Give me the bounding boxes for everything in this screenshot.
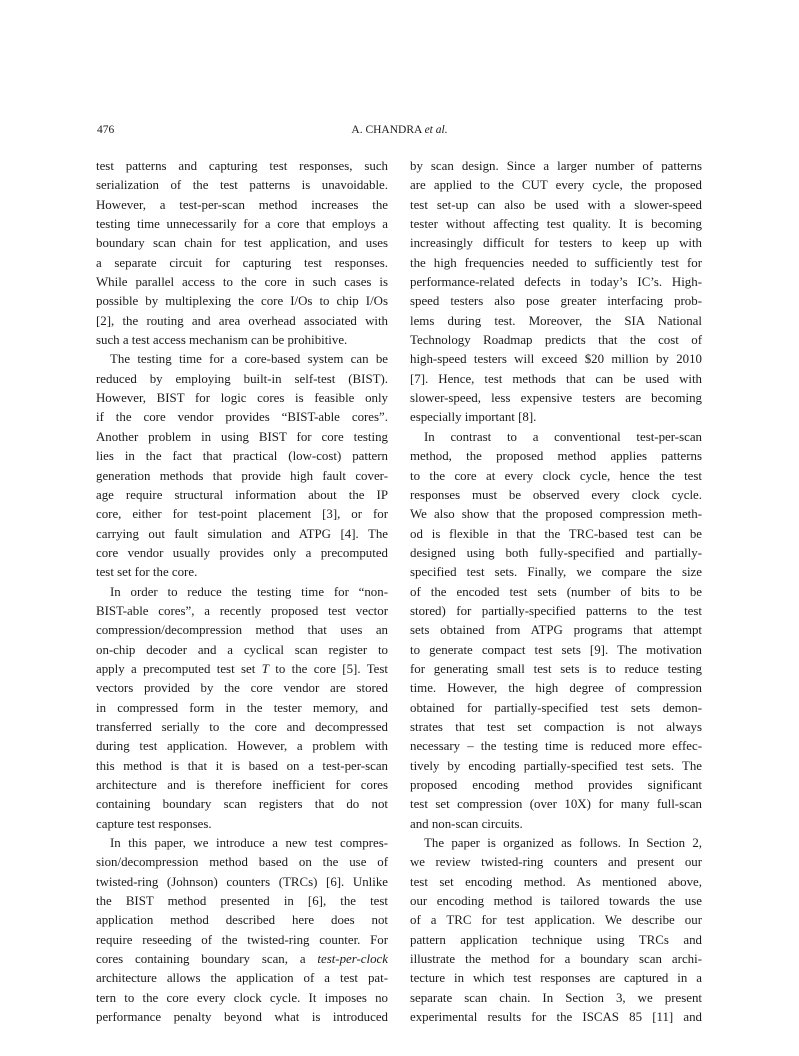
text-line: containing boundary scan registers that do not <box>96 797 388 812</box>
text-line: capture test responses. <box>96 816 212 831</box>
author-suffix: et al. <box>424 124 448 136</box>
text-line: lems during test. Moreover, the SIA National <box>410 313 702 328</box>
text-line: test set encoding method. As mentioned above, <box>410 874 702 889</box>
text-line: we review twisted-ring counters and present our <box>410 855 702 870</box>
text-line: BIST-able cores”, a recently proposed test vector <box>96 603 388 618</box>
page-number: 476 <box>97 124 115 136</box>
text-line: by scan design. Since a larger number of patterns <box>410 159 702 173</box>
text-line: We also show that the proposed compression meth- <box>410 507 702 522</box>
text-line: speed testers also pose greater interfacing prob- <box>410 294 702 309</box>
text-line: test patterns and capturing test responses, such <box>96 159 388 173</box>
text-line: tern to the core every clock cycle. It imposes no <box>96 990 388 1005</box>
text-line: strates that test set compaction is not always <box>410 719 702 734</box>
text-line: The paper is organized as follows. In Section 2, <box>424 836 702 851</box>
text-line: test set-up can also be used with a slower-speed <box>410 197 702 212</box>
text-line: age require structural information about the IP <box>96 487 388 502</box>
text-line: such a test access mechanism can be prohibitive. <box>96 333 348 348</box>
text-line: boundary scan chain for test application, and uses <box>96 236 388 251</box>
text-line: core vendor usually provides only a precomputed <box>96 545 388 560</box>
text-line: The testing time for a core-based system can be <box>110 352 388 367</box>
text-line: test set for the core. <box>96 565 198 580</box>
text-line: time. However, the high degree of compression <box>410 681 702 696</box>
text-line: generation methods that provide high fault cover- <box>96 468 388 483</box>
text-line: architecture allows the application of a test pat- <box>96 971 388 986</box>
text-line: illustrate the method for a boundary scan archi- <box>410 952 702 967</box>
text-line: application method described here does not <box>96 913 388 928</box>
text-line: performance penalty beyond what is introduced <box>96 1010 388 1025</box>
running-header <box>97 121 702 139</box>
text-line: increasingly difficult for testers to keep up with <box>410 236 702 251</box>
author-name: A. CHANDRA <box>351 124 422 136</box>
text-line: tecture in which test responses are captured in a <box>410 971 702 986</box>
text-line: and non-scan circuits. <box>410 816 523 831</box>
text-line: od is flexible in that the TRC-based test can be <box>410 526 702 541</box>
text-line: require reseeding of the twisted-ring counter. For <box>96 932 388 947</box>
text-line: transferred serially to the core and decompressed <box>96 719 388 734</box>
text-line: method, the proposed method applies patterns <box>410 449 702 464</box>
text-line: this method is that it is based on a test-per-scan <box>96 758 388 773</box>
text-line: Technology Roadmap predicts that the cost of <box>410 333 702 348</box>
text-line: the high frequencies needed to sufficiently test for <box>410 255 702 270</box>
text-line: of the encoded test sets (number of bits to be <box>410 584 702 599</box>
text-line: compression/decompression method that uses an <box>96 623 388 638</box>
text-line: tively by encoding partially-specified test sets. The <box>410 758 702 773</box>
text-line: [2], the routing and area overhead associated with <box>96 313 388 328</box>
text-line: specified test sets. Finally, we compare the size <box>410 565 702 580</box>
text-line: on-chip decoder and a cyclical scan register to <box>96 642 388 657</box>
text-line: the BIST method presented in [6], the test <box>96 894 388 909</box>
text-line: In order to reduce the testing time for “non- <box>110 584 388 599</box>
text-line: tester without affecting test quality. It is becoming <box>410 217 702 232</box>
text-line: stored) for partially-specified patterns to the test <box>410 603 702 618</box>
text-line: if the core vendor provides “BIST-able cores”. <box>96 410 388 425</box>
text-line: performance-related defects in today’s IC’s. High- <box>410 275 702 290</box>
text-line: high-speed testers will exceed $20 million by 2010 <box>410 352 702 367</box>
text-line: during test application. However, a problem with <box>96 739 388 754</box>
text-line: core, either for test-point placement [3], or for <box>96 507 388 522</box>
text-line: sion/decompression method based on the use of <box>96 855 388 870</box>
text-line: test set compression (over 10X) for many full-scan <box>410 797 702 812</box>
text-line: Another problem in using BIST for core testing <box>96 429 388 444</box>
text-line: In contrast to a conventional test-per-scan <box>424 429 702 444</box>
text-line: especially important [8]. <box>410 410 537 425</box>
text-line: cores containing boundary scan, a test-per-clock <box>96 952 388 967</box>
text-line: reduced by employing built-in self-test (BIST). <box>96 371 388 386</box>
text-line: However, BIST for logic cores is feasible only <box>96 391 388 406</box>
text-line: of a TRC for test application. We describe our <box>410 913 702 928</box>
text-line: obtained for partially-specified test sets demon- <box>410 700 702 715</box>
text-line: However, a test-per-scan method increases the <box>96 197 388 212</box>
text-line: [7]. Hence, test methods that can be used with <box>410 371 702 386</box>
text-line: necessary – the testing time is reduced more effec- <box>410 739 702 754</box>
text-line: vectors provided by the core vendor are stored <box>96 681 388 696</box>
text-line: are applied to the CUT every cycle, the proposed <box>410 178 702 193</box>
text-line: apply a precomputed test set T to the core [5]. Test <box>96 661 388 676</box>
text-line: pattern application technique using TRCs and <box>410 932 702 947</box>
text-line: testing time unnecessarily for a core that employs a <box>96 217 388 232</box>
text-line: In this paper, we introduce a new test compres- <box>110 836 388 851</box>
text-line: lies in the fact that practical (low-cost) pattern <box>96 449 388 464</box>
text-line: responses must be observed every clock cycle. <box>410 487 702 502</box>
text-line: designed using both fully-specified and partially- <box>410 545 702 560</box>
text-line: to the core at every clock cycle, hence the test <box>410 468 702 483</box>
text-line: a separate circuit for capturing test responses. <box>96 255 388 270</box>
text-line: architecture and is therefore inefficient for cores <box>96 778 388 792</box>
text-line: While parallel access to the core in such cases is <box>96 275 388 290</box>
text-line: our encoding method is tailored towards the use <box>410 894 702 909</box>
text-line: carrying out fault simulation and ATPG [4]. The <box>96 526 388 541</box>
right-column <box>410 157 702 1027</box>
text-line: proposed encoding method provides significant <box>410 778 702 792</box>
text-line: experimental results for the ISCAS 85 [11] and <box>410 1010 702 1025</box>
running-head-author <box>97 121 702 139</box>
text-line: for generating small test sets is to reduce testing <box>410 661 702 676</box>
text-line: in compressed form in the tester memory, and <box>96 700 388 715</box>
text-line: sets obtained from ATPG programs that attempt <box>410 623 702 638</box>
text-line: slower-speed, less expensive testers are becoming <box>410 391 702 406</box>
text-line: serialization of the test patterns is unavoidable. <box>96 178 388 193</box>
left-column <box>96 157 388 1027</box>
text-line: separate scan chain. In Section 3, we present <box>410 990 702 1005</box>
text-line: twisted-ring (Johnson) counters (TRCs) [6]. Unlike <box>96 874 388 889</box>
text-line: possible by multiplexing the core I/Os to chip I/Os <box>96 294 388 309</box>
text-line: to generate compact test sets [9]. The motivation <box>410 642 702 657</box>
